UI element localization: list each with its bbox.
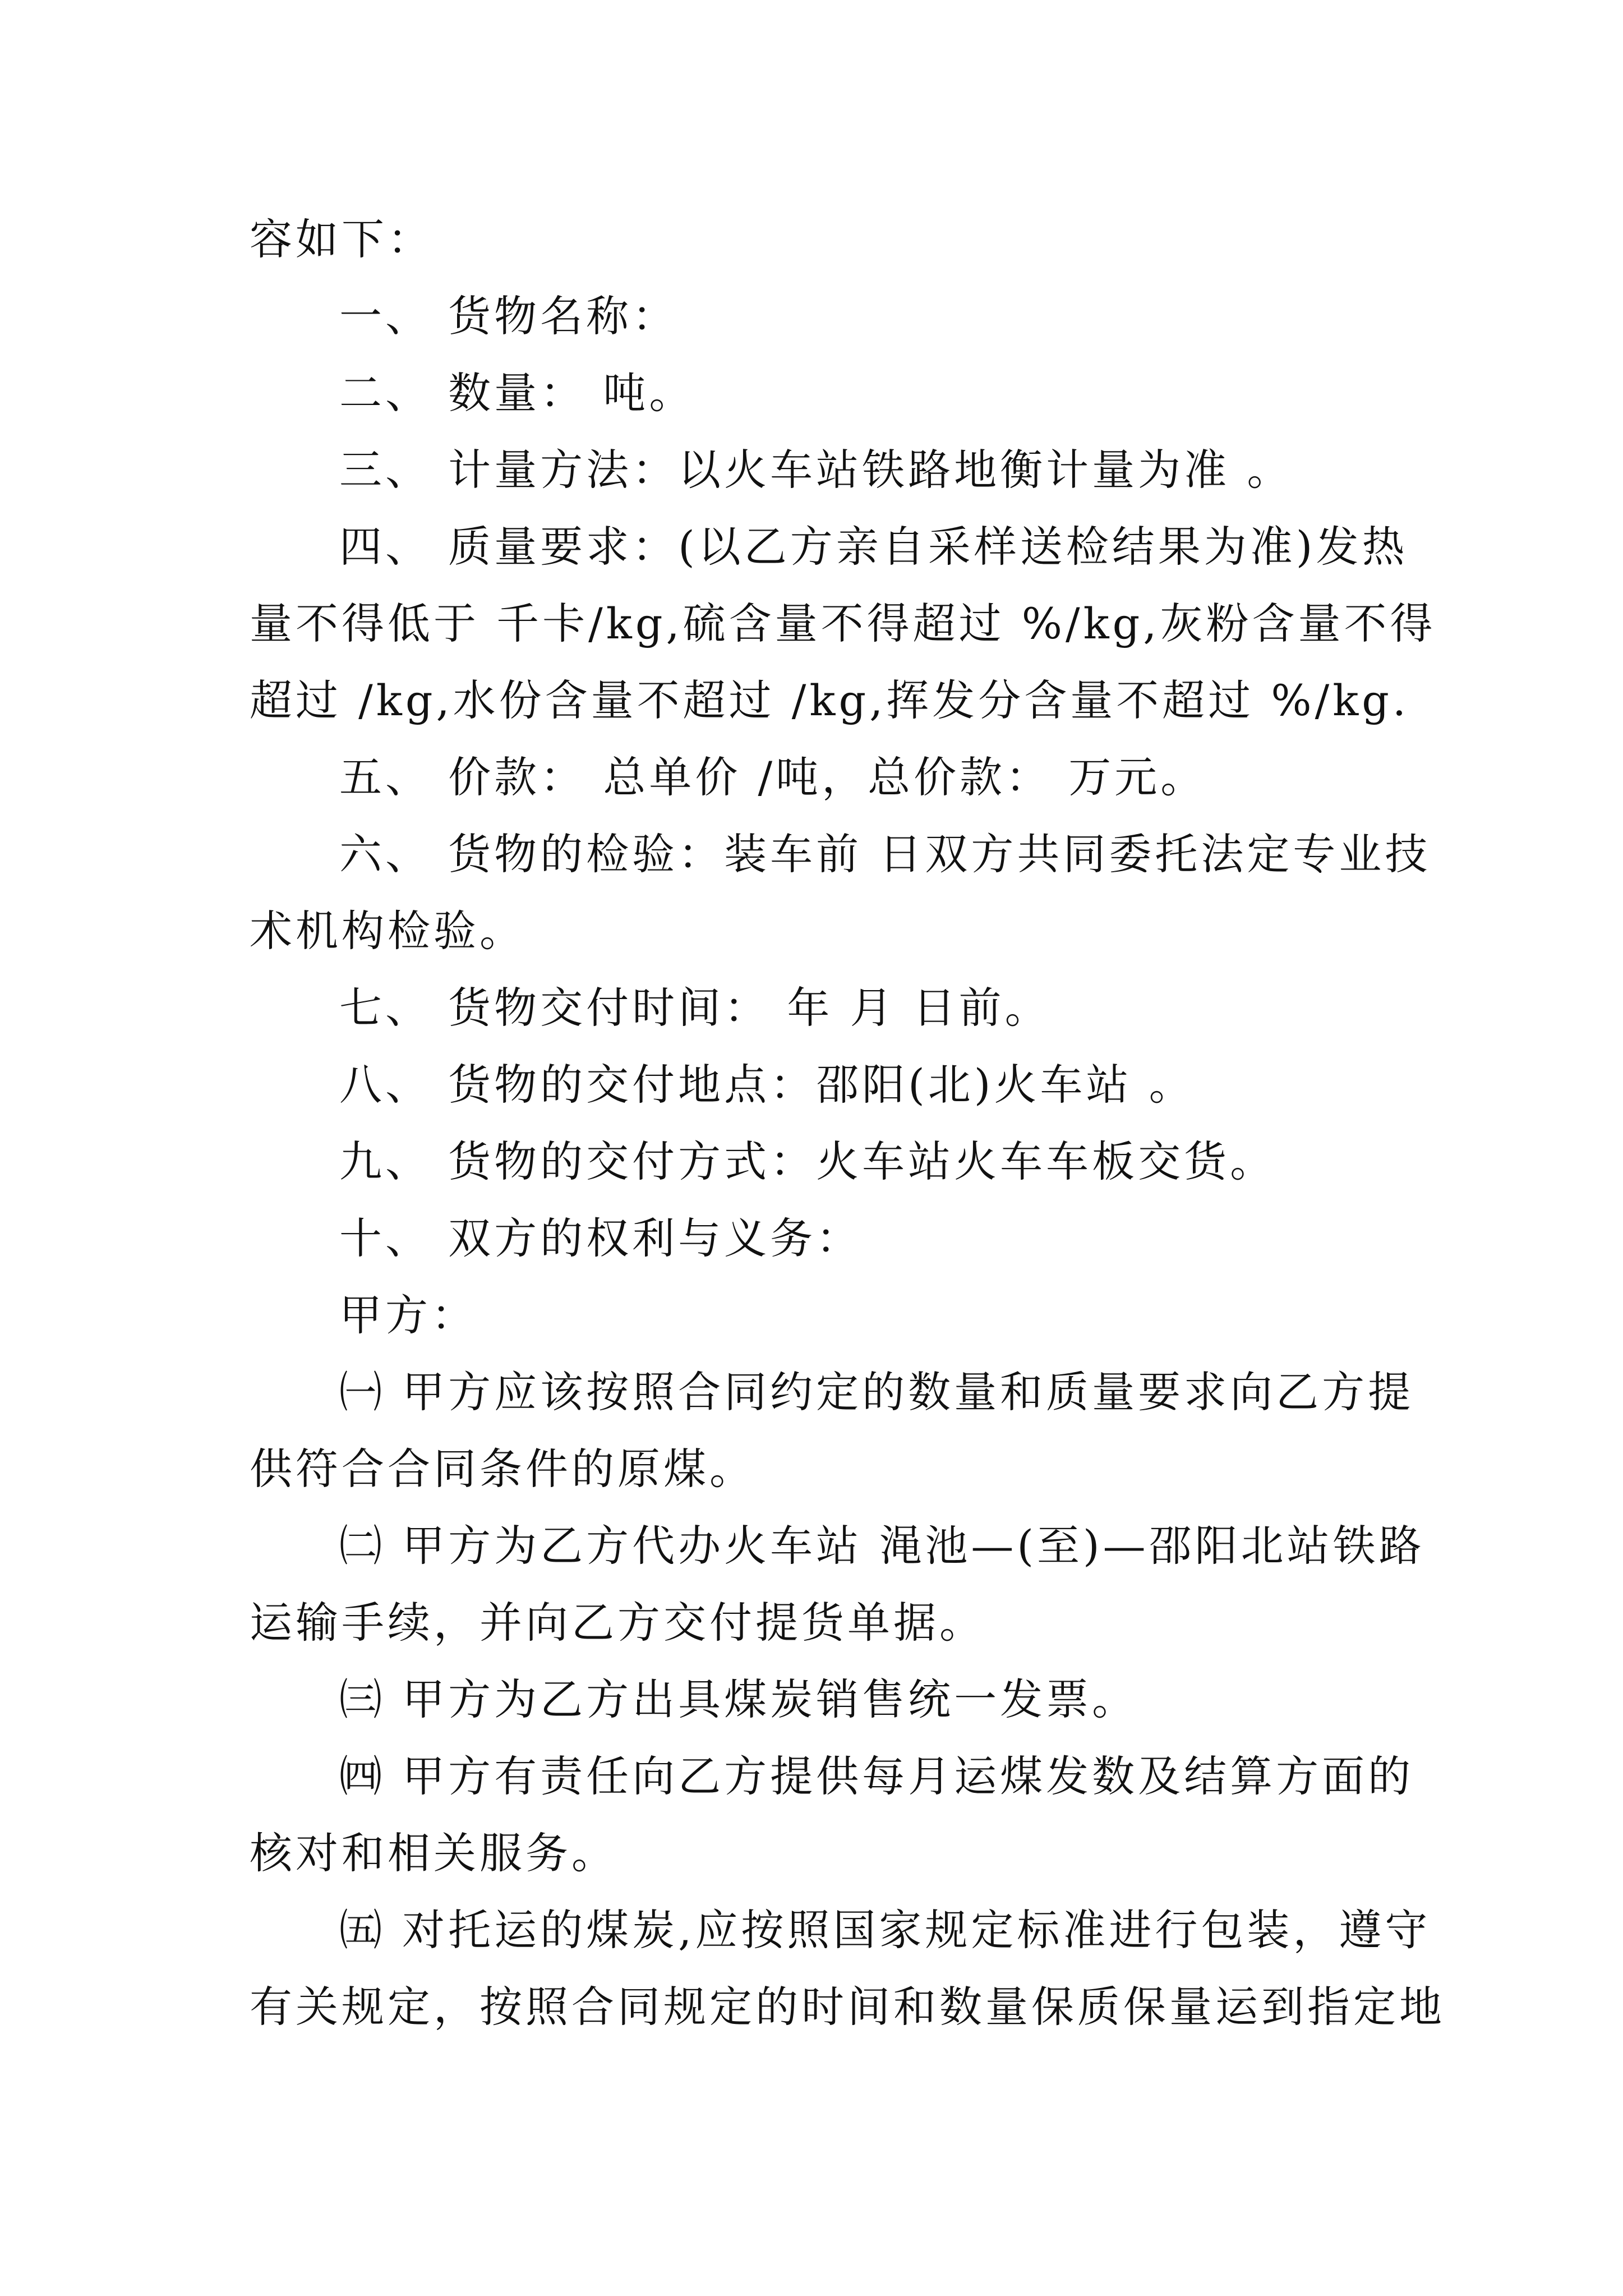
- text-line: ㈡ 甲方为乙方代办火车站 渑池—(至)—邵阳北站铁路: [339, 1521, 1425, 1571]
- text-line: 十、 双方的权利与义务：: [339, 1213, 863, 1263]
- text-line: ㈤ 对托运的煤炭,应按照国家规定标准进行包装，遵守: [339, 1905, 1431, 1955]
- document-body: [250, 201, 1445, 2045]
- text-line: 七、 货物交付时间： 年 月 日前。: [339, 983, 1051, 1033]
- text-line: 量不得低于 千卡/kg,硫含量不得超过 %/kg,灰粉含量不得: [250, 599, 1436, 648]
- text-line: 核对和相关服务。: [250, 1828, 617, 1878]
- text-line: 容如下：: [250, 214, 434, 264]
- text-line: 四、 质量要求：(以乙方亲自采样送检结果为准)发热: [339, 522, 1408, 572]
- text-line: 运输手续，并向乙方交付提货单据。: [250, 1598, 985, 1648]
- text-line: 术机构检验。: [250, 906, 525, 956]
- text-line: ㈢ 甲方为乙方出具煤炭销售统一发票。: [339, 1674, 1138, 1724]
- text-line: 甲方：: [339, 1290, 477, 1340]
- text-line: 九、 货物的交付方式：火车站火车车板交货。: [339, 1137, 1276, 1186]
- text-line: ㈠ 甲方应该按照合同约定的数量和质量要求向乙方提: [339, 1367, 1414, 1417]
- text-line: 供符合合同条件的原煤。: [250, 1444, 755, 1494]
- text-line: 六、 货物的检验：装车前 日双方共同委托法定专业技: [339, 829, 1431, 879]
- text-line: 八、 货物的交付地点：邵阳(北)火车站 。: [339, 1060, 1195, 1110]
- text-line: ㈣ 甲方有责任向乙方提供每月运煤发数及结算方面的: [339, 1751, 1414, 1801]
- text-line: 三、 计量方法：以火车站铁路地衡计量为准 。: [339, 445, 1293, 495]
- text-line: 一、 货物名称：: [339, 291, 679, 341]
- text-line: 二、 数量： 吨。: [339, 368, 695, 418]
- text-line: 五、 价款： 总单价 /吨，总价款： 万元。: [339, 752, 1207, 802]
- text-line: 超过 /kg,水份含量不超过 /kg,挥发分含量不超过 %/kg.: [250, 675, 1410, 725]
- text-line: 有关规定，按照合同规定的时间和数量保质保量运到指定地: [250, 1982, 1445, 2032]
